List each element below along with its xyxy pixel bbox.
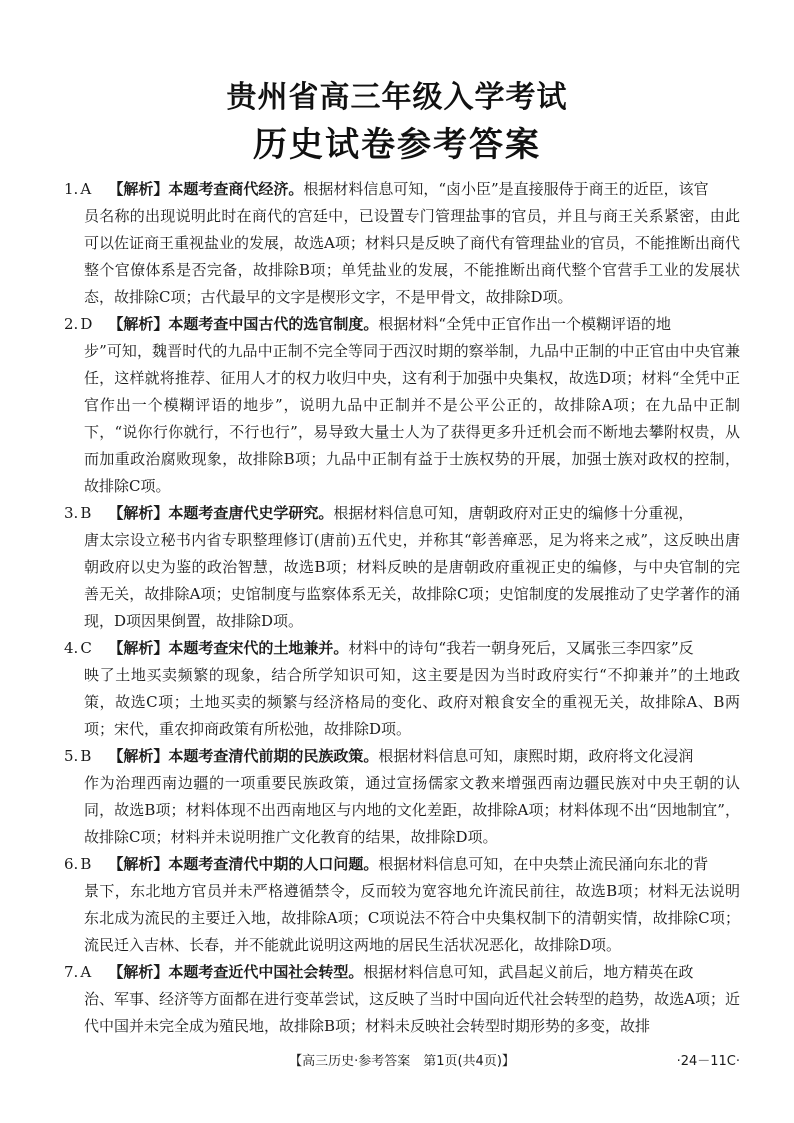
item-answer: D: [80, 315, 93, 333]
answer-item-first-line: [64, 959, 740, 986]
item-text-first: 根据材料信息可知，“卤小臣”是直接服侍于商王的近臣，该官: [303, 180, 709, 198]
item-number: 1.: [64, 180, 79, 198]
item-text-first: 根据材料信息可知，武昌起义前后，地方精英在政: [363, 963, 694, 981]
item-answer: B: [80, 855, 92, 873]
exam-title: 贵州省高三年级入学考试: [226, 80, 568, 115]
answer-item-1: [64, 176, 740, 311]
item-number: 6.: [64, 855, 79, 873]
item-topic: 【解析】本题考查中国古代的选官制度。: [108, 315, 379, 333]
answer-item-first-line: [64, 743, 740, 770]
item-text-first: 根据材料信息可知，康熙时期，政府将文化浸润: [378, 747, 694, 765]
item-answer: B: [80, 747, 92, 765]
item-text-rest: 治、军事、经济等方面都在进行变革尝试，这反映了当时中国向近代社会转型的趋势，故选A项；近代中国并未完全成为殖民地，故排除B项；材料未反映社会转型时期形势的多变，故排: [84, 990, 740, 1035]
answer-item-7: [64, 959, 740, 1040]
item-text-first: 材料中的诗句“我若一朝身死后，又属张三李四家”反: [348, 639, 694, 657]
answer-item-first-line: [64, 635, 740, 662]
item-topic: 【解析】本题考查清代中期的人口问题。: [108, 855, 379, 873]
answer-item-6: [64, 851, 740, 959]
answer-item-2: [64, 311, 740, 500]
item-text-first: 根据材料信息可知，唐朝政府对正史的编修十分重视，: [333, 504, 694, 522]
answer-item-first-line: [64, 176, 740, 203]
item-topic: 【解析】本题考查唐代史学研究。: [108, 504, 334, 522]
page-footer: [64, 1050, 740, 1070]
item-answer: B: [80, 504, 92, 522]
item-answer: A: [80, 963, 92, 981]
item-text-first: 根据材料信息可知，在中央禁止流民涌向东北的背: [378, 855, 709, 873]
item-topic: 【解析】本题考查商代经济。: [108, 180, 304, 198]
item-text-rest: 步”可知，魏晋时代的九品中正制不完全等同于西汉时期的察举制，九品中正制的中正官由中央官兼任，这样就将推荐、征用人才的权力收归中央，这有利于加强中央集权，故选D项；材料“全凭中正官作出一个模糊评语的地步”，说明九品中正制并不是公平公正的，故排除A项；在九品中正制下，“说你行你就行，不行也行”，易导致大量士人为了获得更多升迁机会而不断地去攀附权贵，从而加重政治腐败现象，故排除B项；九品中正制有益于士族权势的开展，加强士族对政权的控制，故排除C项。: [84, 342, 740, 495]
item-text-rest: 作为治理西南边疆的一项重要民族政策，通过宣扬儒家文教来增强西南边疆民族对中央王朝的认同，故选B项；材料体现不出西南地区与内地的文化差距，故排除A项；材料体现不出“因地制宜”，故排除C项；材料并未说明推广文化教育的结果，故排除D项。: [84, 774, 740, 846]
item-answer: C: [80, 639, 92, 657]
item-number: 5.: [64, 747, 79, 765]
item-topic: 【解析】本题考查清代前期的民族政策。: [108, 747, 379, 765]
answer-item-5: [64, 743, 740, 851]
item-text-rest: 唐太宗设立秘书内省专职整理修订(唐前)五代史，并称其“彰善瘅恶，足为将来之戒”，这反映出唐朝政府以史为鉴的政治智慧，故选B项；材料反映的是唐朝政府重视正史的编修，与中央官制的完善无关，故排除A项；史馆制度与监察体系无关，故排除C项；史馆制度的发展推动了史学著作的涌现，D项因果倒置，故排除D项。: [84, 531, 740, 630]
answer-item-first-line: [64, 500, 740, 527]
item-number: 3.: [64, 504, 79, 522]
item-number: 4.: [64, 639, 79, 657]
answer-title: 历史试卷参考答案: [253, 125, 541, 165]
answer-item-4: [64, 635, 740, 743]
item-number: 7.: [64, 963, 79, 981]
footer-exam-code: ·24－11C·: [676, 1054, 740, 1069]
answer-item-first-line: [64, 851, 740, 878]
answer-item-3: [64, 500, 740, 635]
item-text-rest: 景下，东北地方官员并未严格遵循禁令，反而较为宽容地允许流民前往，故选B项；材料无法说明东北成为流民的主要迁入地，故排除A项；C项说法不符合中央集权制下的清朝实情，故排除C项；流民迁入吉林、长春，并不能就此说明这两地的居民生活状况恶化，故排除D项。: [84, 882, 740, 954]
item-text-rest: 映了土地买卖频繁的现象，结合所学知识可知，这主要是因为当时政府实行“不抑兼并”的土地政策，故选C项；土地买卖的频繁与经济格局的变化、政府对粮食安全的重视无关，故排除A、B两项；宋代，重农抑商政策有所松弛，故排除D项。: [84, 666, 740, 738]
item-topic: 【解析】本题考查宋代的土地兼并。: [108, 639, 349, 657]
item-answer: A: [80, 180, 92, 198]
title-block: [0, 78, 794, 168]
item-topic: 【解析】本题考查近代中国社会转型。: [108, 963, 364, 981]
item-number: 2.: [64, 315, 79, 333]
item-text-rest: 员名称的出现说明此时在商代的宫廷中，已设置专门管理盐事的官员，并且与商王关系紧密，由此可以佐证商王重视盐业的发展，故选A项；材料只是反映了商代有管理盐业的官员，不能推断出商代整个官僚体系是否完备，故排除B项；单凭盐业的发展，不能推断出商代整个官营手工业的发展状态，故排除C项；古代最早的文字是楔形文字，不是甲骨文，故排除D项。: [84, 207, 740, 306]
item-text-first: 根据材料“全凭中正官作出一个模糊评语的地: [378, 315, 671, 333]
footer-page-info: 【高三历史·参考答案 第1页(共4页)】: [289, 1054, 515, 1069]
answer-list: [64, 176, 740, 1040]
answer-item-first-line: [64, 311, 740, 338]
